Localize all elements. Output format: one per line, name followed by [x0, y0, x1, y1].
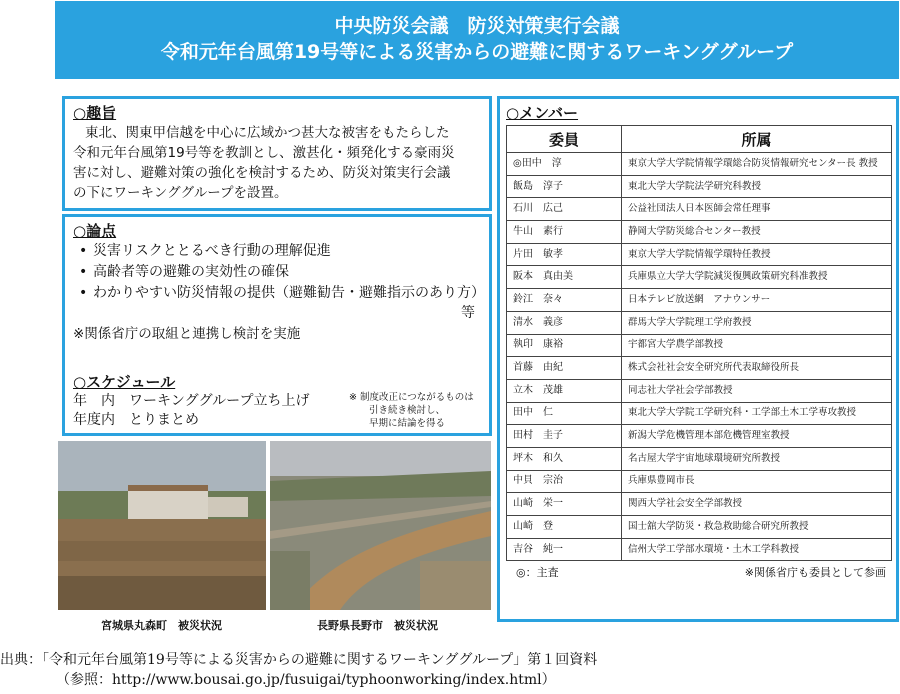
member-affiliation: 東京大学大学院情報学環特任教授 — [622, 243, 892, 266]
issues-list — [73, 241, 485, 304]
schedule-note — [349, 391, 489, 430]
schedule-note-line: ※ 制度改正につながるものは — [349, 392, 474, 403]
source-citation — [0, 650, 597, 690]
flood-photo-left — [58, 441, 266, 610]
member-name: 山崎 栄一 — [507, 493, 622, 516]
header-title-line1: 中央防災会議 防災対策実行会議 — [334, 15, 620, 37]
table-row — [507, 153, 892, 176]
member-affiliation: 兵庫県豊岡市長 — [622, 470, 892, 493]
member-name: 飯島 淳子 — [507, 175, 622, 198]
schedule-note-line: 早期に結論を得る — [369, 418, 446, 429]
member-affiliation: 日本テレビ放送網 アナウンサー — [622, 289, 892, 312]
table-row — [507, 289, 892, 312]
member-affiliation: 静岡大学防災総合センター教授 — [622, 221, 892, 244]
issues-note: ※関係省庁の取組と連携し検討を実施 — [73, 326, 301, 342]
member-affiliation: 名古屋大学宇宙地球環境研究所教授 — [622, 447, 892, 470]
member-name: 吉谷 純一 — [507, 538, 622, 561]
member-affiliation: 株式会社社会安全研究所代表取締役所長 — [622, 357, 892, 380]
table-row — [507, 266, 892, 289]
table-row — [507, 221, 892, 244]
issues-title: ○論点 — [73, 222, 117, 240]
member-affiliation: 東京大学大学院情報学環総合防災情報研究センター長 教授 — [622, 153, 892, 176]
purpose-line: 害に対し、避難対策の強化を検討するため、防災対策実行会議 — [73, 165, 451, 181]
member-name: 牛山 素行 — [507, 221, 622, 244]
table-row — [507, 447, 892, 470]
purpose-panel — [62, 96, 492, 211]
members-title: ○メンバー — [506, 104, 579, 122]
photo-marumori — [58, 441, 266, 610]
header-title-line2: 令和元年台風第19号等による災害からの避難に関するワーキンググループ — [160, 41, 794, 63]
purpose-line: 令和元年台風第19号等を教訓とし、激甚化・頻発化する豪雨災 — [73, 145, 455, 161]
members-footnotes — [506, 564, 890, 580]
member-affiliation: 同志社大学社会学部教授 — [622, 379, 892, 402]
member-name: 田中 仁 — [507, 402, 622, 425]
member-affiliation: 宇都宮大学農学部教授 — [622, 334, 892, 357]
table-row — [507, 334, 892, 357]
issues-panel — [62, 214, 492, 436]
photo-caption-right: 長野県長野市 被災状況 — [317, 619, 438, 632]
table-row — [507, 516, 892, 539]
member-name: 石川 広己 — [507, 198, 622, 221]
schedule-block — [73, 371, 309, 430]
member-name: 鈴江 奈々 — [507, 289, 622, 312]
purpose-text — [73, 123, 481, 203]
members-table — [506, 125, 892, 561]
members-panel — [497, 96, 899, 622]
schedule-row: 年度内 とりまとめ — [73, 412, 199, 428]
member-name: 清水 義彦 — [507, 311, 622, 334]
table-row — [507, 198, 892, 221]
member-affiliation: 関西大学社会安全学部教授 — [622, 493, 892, 516]
col-header-affiliation: 所属 — [622, 126, 892, 153]
table-row — [507, 175, 892, 198]
member-name: 阪本 真由美 — [507, 266, 622, 289]
issues-etc: 等 — [461, 305, 475, 321]
photo-nagano — [270, 441, 491, 610]
table-row — [507, 470, 892, 493]
issue-item: • わかりやすい防災情報の提供（避難勧告・避難指示のあり方） — [73, 283, 481, 304]
chair-note: ◎：主査 — [516, 566, 559, 580]
table-row — [507, 357, 892, 380]
member-name: 田村 圭子 — [507, 425, 622, 448]
table-row — [507, 402, 892, 425]
member-affiliation: 公益社団法人日本医師会常任理事 — [622, 198, 892, 221]
photo-caption-left: 宮城県丸森町 被災状況 — [101, 619, 222, 632]
purpose-line: の下にワーキンググループを設置。 — [73, 185, 288, 201]
table-row — [507, 311, 892, 334]
schedule-row: 年 内 ワーキンググループ立ち上げ — [73, 393, 310, 409]
table-row — [507, 425, 892, 448]
member-affiliation: 東北大学大学院工学研究科・工学部土木工学専攻教授 — [622, 402, 892, 425]
schedule-title: ○スケジュール — [73, 373, 176, 391]
flood-photo-right — [270, 441, 491, 610]
member-affiliation: 国士舘大学防災・救急救助総合研究所教授 — [622, 516, 892, 539]
member-name: 首藤 由紀 — [507, 357, 622, 380]
member-affiliation: 群馬大学大学院理工学府教授 — [622, 311, 892, 334]
member-affiliation: 信州大学工学部水環境・土木工学科教授 — [622, 538, 892, 561]
header-banner — [55, 1, 899, 79]
issue-item: • 災害リスクととるべき行動の理解促進 — [73, 241, 481, 262]
member-name: 執印 康裕 — [507, 334, 622, 357]
purpose-title: ○趣旨 — [73, 104, 117, 122]
table-row — [507, 493, 892, 516]
purpose-line: 東北、関東甲信越を中心に広域かつ甚大な被害をもたらした — [85, 125, 450, 141]
issue-item: • 高齢者等の避難の実効性の確保 — [73, 262, 481, 283]
member-affiliation: 兵庫県立大学大学院減災復興政策研究科准教授 — [622, 266, 892, 289]
member-affiliation: 新潟大学危機管理本部危機管理室教授 — [622, 425, 892, 448]
source-line: 出典：「令和元年台風第19号等による災害からの避難に関するワーキンググループ」第１回資料 — [0, 652, 598, 668]
table-row — [507, 243, 892, 266]
col-header-member: 委員 — [507, 126, 622, 153]
table-row — [507, 379, 892, 402]
member-name: 片田 敏孝 — [507, 243, 622, 266]
member-name: 山崎 登 — [507, 516, 622, 539]
member-name: 中貝 宗治 — [507, 470, 622, 493]
member-name: ◎田中 淳 — [507, 153, 622, 176]
table-row — [507, 538, 892, 561]
members-table-body — [507, 153, 892, 561]
member-name: 立木 茂雄 — [507, 379, 622, 402]
member-name: 坪木 和久 — [507, 447, 622, 470]
member-affiliation: 東北大学大学院法学研究科教授 — [622, 175, 892, 198]
ministries-note: ※関係省庁も委員として参画 — [744, 566, 886, 580]
schedule-note-line: 引き続き検討し、 — [369, 405, 446, 416]
source-url-line: （参照：http://www.bousai.go.jp/fusuigai/typhoonworking/index.html） — [56, 672, 556, 688]
